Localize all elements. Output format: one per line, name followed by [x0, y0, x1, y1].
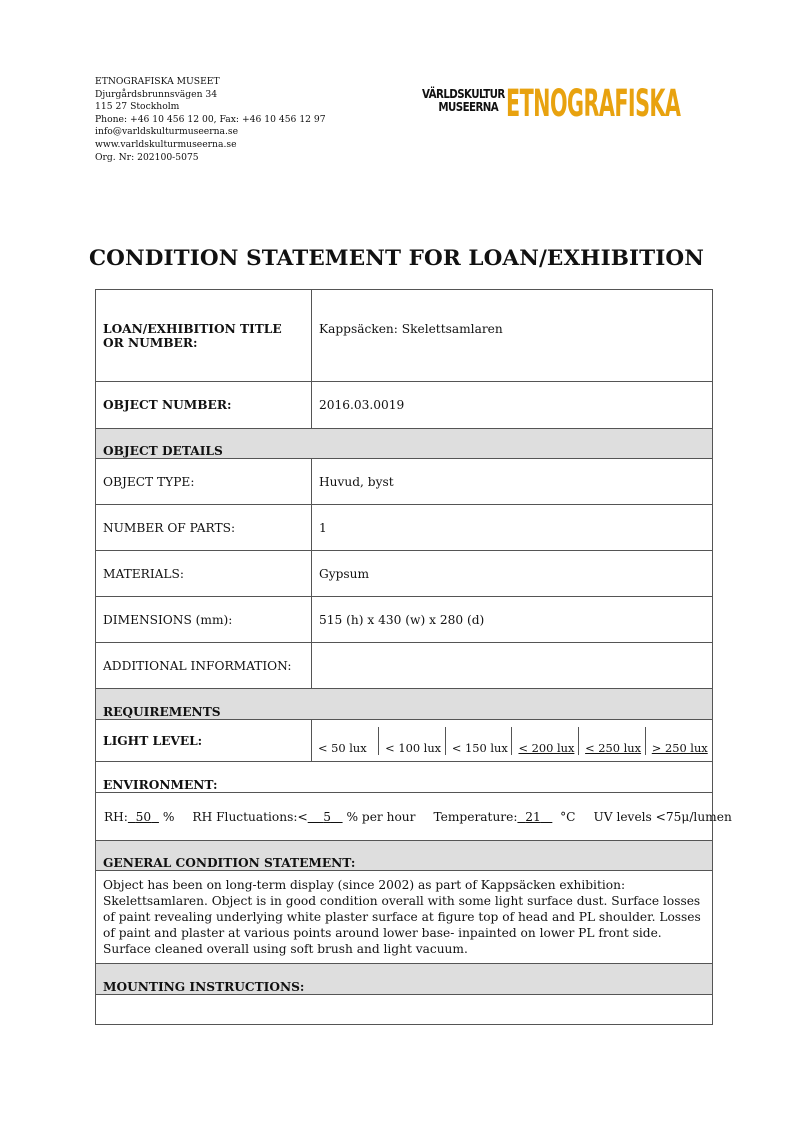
logo-line1: VÄRLDSKULTUR: [422, 86, 505, 101]
object-number-value: 2016.03.0019: [312, 382, 713, 429]
environment-values: [96, 793, 732, 841]
light-option: < 150 lux: [445, 727, 512, 755]
additional-row: [96, 643, 713, 689]
general-header: [96, 841, 713, 871]
mounting-header: [96, 964, 713, 995]
address-block: [95, 76, 326, 164]
logo-wordmark-large: ETNOGRAFISKA: [506, 82, 681, 125]
light-level-row: [96, 720, 713, 762]
object-type-value: Huvud, byst: [312, 459, 713, 505]
rh-value: 50: [135, 809, 152, 824]
light-level-options: [312, 720, 713, 762]
object-details-header: [96, 429, 713, 459]
temp-unit: °C: [560, 809, 576, 824]
general-text-row: [96, 871, 713, 964]
object-type-label: OBJECT TYPE:: [96, 459, 312, 505]
temp-value: 21: [525, 809, 541, 824]
fluct-unit: % per hour: [346, 809, 416, 824]
object-type-row: [96, 459, 713, 505]
address-street: Djurgårdsbrunnsvägen 34: [95, 88, 218, 100]
light-option: < 50 lux: [318, 740, 367, 755]
address-web: www.varldskulturmuseerna.se: [95, 138, 237, 150]
dimensions-value: 515 (h) x 430 (w) x 280 (d): [312, 597, 713, 643]
address-orgnr: Org. Nr: 202100-5075: [95, 151, 199, 163]
materials-value: Gypsum: [312, 551, 713, 597]
address-city: 115 27 Stockholm: [95, 101, 180, 113]
parts-label: NUMBER OF PARTS:: [96, 505, 312, 551]
loan-label: LOAN/EXHIBITION TITLE OR NUMBER:: [96, 290, 312, 382]
object-number-row: [96, 382, 713, 429]
object-details-heading: OBJECT DETAILS: [96, 429, 713, 459]
additional-label: ADDITIONAL INFORMATION:: [96, 643, 312, 689]
materials-label: MATERIALS:: [96, 551, 312, 597]
light-option: < 250 lux: [579, 727, 646, 755]
fluct-value: 5: [323, 809, 331, 824]
mounting-heading: MOUNTING INSTRUCTIONS:: [96, 964, 713, 995]
additional-value: [312, 643, 713, 689]
materials-row: [96, 551, 713, 597]
parts-row: [96, 505, 713, 551]
fluct-label: RH Fluctuations:<: [192, 809, 308, 824]
environment-row: [96, 762, 713, 793]
dimensions-row: [96, 597, 713, 643]
environment-label: ENVIRONMENT:: [96, 762, 713, 793]
light-option: < 200 lux: [512, 727, 579, 755]
uv-text: UV levels <75μ/lumen: [593, 809, 732, 824]
general-text: Object has been on long-term display (since 2002) as part of Kappsäcken exhibition: Skelettsamlaren. Object is in good condition overall with some light surface dust. Surface losses of paint revealing underlying white plaster surface at figure top of head and PL shoulder. Losses of paint and plaster at various points around lower base- inpainted on lower PL front side. Surface cleaned overall using soft brush and light vacuum.: [96, 871, 713, 964]
environment-values-row: [96, 793, 713, 841]
condition-form: [95, 289, 732, 1025]
mounting-row: [96, 995, 713, 1025]
dimensions-label: DIMENSIONS (mm):: [96, 597, 312, 643]
mounting-value: [96, 995, 713, 1025]
loan-value: Kappsäcken: Skelettsamlaren: [312, 290, 713, 382]
parts-value: 1: [312, 505, 713, 551]
address-email: info@varldskulturmuseerna.se: [95, 126, 239, 138]
logo-line2: MUSEERNA: [438, 99, 499, 114]
environment-line: [103, 810, 732, 824]
logo-wordmark-small: [422, 86, 505, 125]
general-heading: GENERAL CONDITION STATEMENT:: [96, 841, 713, 871]
light-option: < 100 lux: [379, 727, 446, 755]
requirements-heading: REQUIREMENTS: [96, 689, 713, 720]
rh-unit: %: [162, 809, 175, 824]
address-phone: Phone: +46 10 456 12 00, Fax: +46 10 456 12 97: [95, 113, 326, 125]
light-options-table: [312, 727, 712, 755]
address-org: ETNOGRAFISKA MUSEET: [95, 76, 220, 87]
requirements-header: [96, 689, 713, 720]
rh-label: RH:: [104, 809, 128, 824]
light-option: > 250 lux: [645, 727, 712, 755]
object-number-label: OBJECT NUMBER:: [96, 382, 312, 429]
loan-row: [96, 290, 713, 382]
temp-label: Temperature:: [433, 809, 518, 824]
light-level-label: LIGHT LEVEL:: [96, 720, 312, 762]
page-title: CONDITION STATEMENT FOR LOAN/EXHIBITION: [88, 246, 705, 271]
